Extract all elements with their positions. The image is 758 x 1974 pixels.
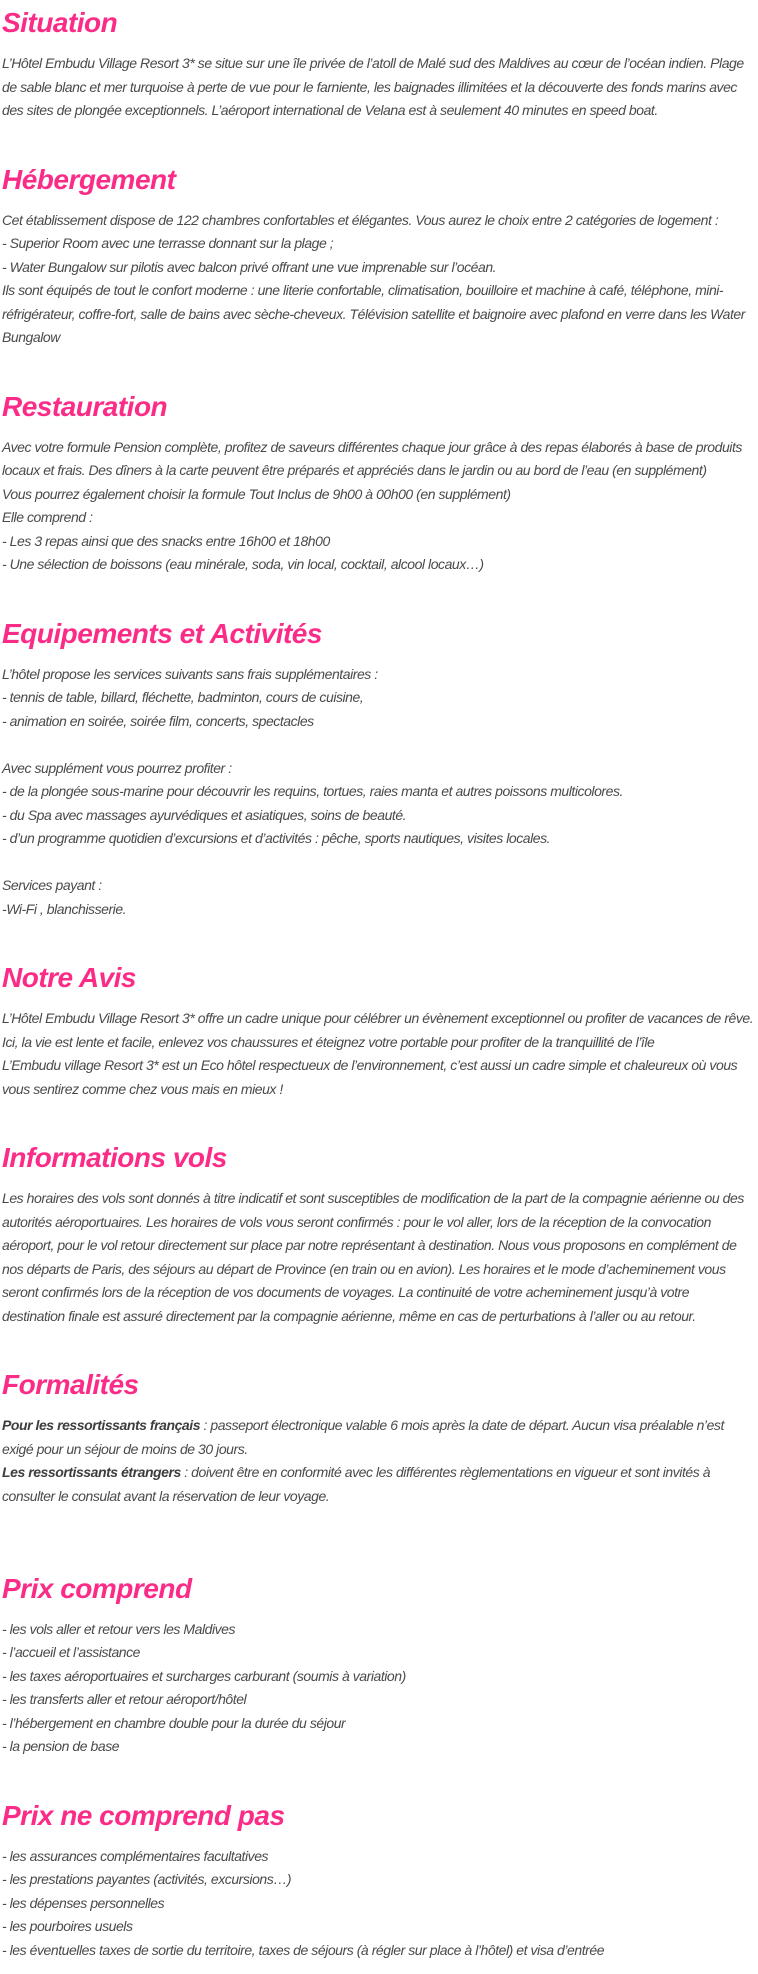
paragraph [2,1461,754,1508]
paragraph-text: : doivent être en conformité avec les différentes règlementations en vigueur et sont invités à consulter le consulat avant la réservation de leur voyage. [2,1464,711,1504]
paragraph: L’Hôtel Embudu Village Resort 3* offre un cadre unique pour célébrer un évènement exceptionnel ou profiter de vacances de rêve. [2,1010,754,1026]
paragraph: Vous pourrez également choisir la formule Tout Inclus de 9h00 à 00h00 (en supplément) [2,485,511,502]
section-informations-vols [2,1140,754,1328]
section-prix-ne-comprend-pas [2,1798,754,1963]
list-item: - Water Bungalow sur pilotis avec balcon privé offrant une vue imprenable sur l’océan. [2,258,497,275]
section-situation [2,5,754,123]
paragraph [2,1414,754,1461]
list-item: - les dépenses personnelles [2,1894,165,1911]
heading-formalites: Formalités [2,1369,139,1400]
paragraph: Elle comprend : [2,509,93,525]
paragraph: Services payant : [2,877,102,893]
paragraph: L’Embudu village Resort 3* est un Eco hôtel respectueux de l’environnement, c’est aussi un cadre simple et chaleureux où vous vous sentirez comme chez vous mais en mieux ! [2,1057,738,1097]
heading-notre-avis: Notre Avis [2,962,137,993]
heading-prix-ne-comprend-pas: Prix ne comprend pas [2,1799,285,1831]
spacer-line [2,1508,754,1532]
list-item: - les assurances complémentaires facultatives [2,1847,269,1864]
list-item: - les pourboires usuels [2,1918,133,1934]
paragraph: Cet établissement dispose de 122 chambres confortables et élégantes. Vous aurez le choix entre 2 catégories de logement : [2,211,719,228]
list-item: - animation en soirée, soirée film, concerts, spectacles [2,712,314,729]
list-item: - Les 3 repas ainsi que des snacks entre 16h00 et 18h00 [2,532,330,549]
paragraph: L’Hôtel Embudu Village Resort 3* se situe sur une île privée de l’atoll de Malé sud des Maldives au cœur de l’océan indien. Plage de sable blanc et mer turquoise à perte de vue pour le farniente, les baignades illimitées et la découverte des fonds marins avec des sites de plongée exceptionnels. L’aéroport international de Velana est à seulement 40 minutes en speed boat. [2,55,744,118]
heading-hebergement: Hébergement [2,163,176,195]
list-item: - les éventuelles taxes de sortie du territoire, taxes de séjours (à régler sur place à l’hôtel) et visa d’entrée [2,1941,605,1958]
list-item: - Superior Room avec une terrasse donnant sur la plage ; [2,235,334,251]
section-restauration [2,389,754,577]
list-item: - les taxes aéroportuaires et surcharges carburant (soumis à variation) [2,1667,406,1684]
heading-equipements-activites: Equipements et Activités [2,617,322,649]
paragraph: L’hôtel propose les services suivants sans frais supplémentaires : [2,665,378,682]
list-item: - tennis de table, billard, fléchette, badminton, cours de cuisine, [2,689,364,705]
paragraph: Avec supplément vous pourrez profiter : [2,759,232,776]
heading-informations-vols: Informations vols [2,1142,227,1173]
heading-prix-comprend: Prix comprend [2,1572,192,1604]
paragraph-text: : passeport électronique valable 6 mois après la date de départ. Aucun visa préalable n’est exigé pour un séjour de moins de 30 jours. [2,1417,724,1457]
section-notre-avis [2,960,754,1101]
list-item: - d’un programme quotidien d’excursions et d’activités : pêche, sports nautiques, visites locales. [2,830,551,846]
list-item: -Wi-Fi , blanchisserie. [2,900,127,917]
list-item: - les vols aller et retour vers les Maldives [2,1620,236,1637]
section-formalites [2,1367,754,1532]
section-equipements-activites [2,616,754,922]
paragraph: Ils sont équipés de tout le confort moderne : une literie confortable, climatisation, bouilloire et machine à café, téléphone, mini-réfrigérateur, coffre-fort, salle de bains avec sèche-cheveux. Télévision satellite et baignoire avec plafond en verre dans les Water Bungalow [2,282,745,345]
list-item: - l’hébergement en chambre double pour la durée du séjour [2,1714,346,1731]
list-item: - les transferts aller et retour aéroport/hôtel [2,1691,247,1707]
list-item: - l’accueil et l’assistance [2,1644,141,1660]
paragraph: Avec votre formule Pension complète, profitez de saveurs différentes chaque jour grâce à des repas élaborés à base de produits locaux et frais. Des dîners à la carte peuvent être préparés et appréciés dans le jardin ou au bord de l’eau (en supplément) [2,438,742,478]
section-hebergement [2,162,754,350]
list-item: - Une sélection de boissons (eau minérale, soda, vin local, cocktail, alcool locaux…) [2,556,484,572]
list-item: - les prestations payantes (activités, excursions…) [2,1871,292,1887]
list-item: - la pension de base [2,1738,120,1754]
list-item: - de la plongée sous-marine pour découvrir les requins, tortues, raies manta et autres poissons multicolores. [2,783,623,799]
list-item: - du Spa avec massages ayurvédiques et asiatiques, soins de beauté. [2,806,407,823]
bold-lead-francais: Pour les ressortissants français [2,1417,201,1433]
bold-lead-etrangers: Les ressortissants étrangers [2,1464,181,1480]
spacer-line [2,851,754,875]
spacer-line [2,733,754,757]
paragraph: Ici, la vie est lente et facile, enlevez vos chaussures et éteignez votre portable pour profiter de la tranquillité de l’île [2,1033,655,1050]
heading-restauration: Restauration [2,390,168,422]
heading-situation: Situation [2,7,118,38]
section-prix-comprend [2,1571,754,1759]
paragraph: Les horaires des vols sont donnés à titre indicatif et sont susceptibles de modification de la part de la compagnie aérienne ou des autorités aéroportuaires. Les horaires de vols vous seront confirmés : pour le vol aller, lors de la réception de la convocation aéroport, pour le vol retour directement sur place par notre représentant à destination. Nous vous proposons en complément de nos départs de Paris, des séjours au départ de Province (en train ou en avion). Les horaires et le mode d’acheminement vous seront confirmés lors de la réception de vos documents de voyages. La continuité de votre acheminement jusqu’à votre destination finale est assuré directement par la compagnie aérienne, même en cas de perturbations à l’aller ou au retour. [2,1190,744,1324]
